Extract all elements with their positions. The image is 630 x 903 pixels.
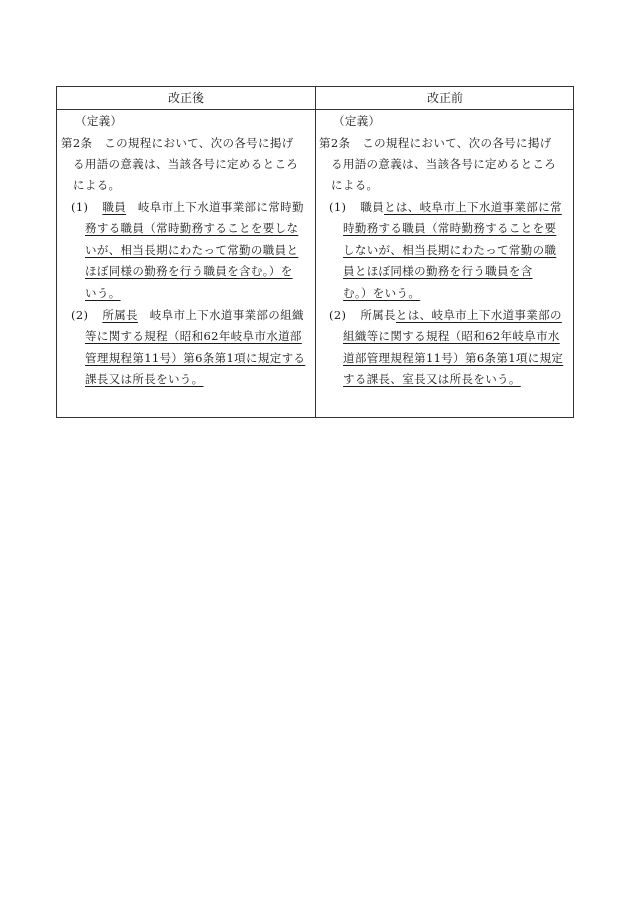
item-2-first-line bbox=[71, 307, 304, 323]
item-line: ほぼ同様の勤務を行う職員を含む。）を bbox=[85, 264, 293, 278]
item-number: (2) bbox=[329, 308, 347, 322]
item-1-first-line bbox=[329, 199, 562, 215]
article-line: 第2条 この規程において、次の各号に掲げ bbox=[319, 136, 552, 150]
item-line: いが、相当長期にわたって常勤の職員と bbox=[85, 243, 299, 257]
item-1-first-line bbox=[71, 199, 304, 215]
item-line: 課長又は所長をいう。 bbox=[85, 372, 204, 386]
item-text: 岐阜市上下水道事業部に常時勤 bbox=[126, 200, 304, 214]
header-before: 改正前 bbox=[426, 91, 463, 105]
item-line: 道部管理規程第11号）第6条第1項に規定 bbox=[343, 351, 564, 365]
item-text: とは、岐阜市上下水道事業部の bbox=[395, 308, 562, 322]
header-after: 改正後 bbox=[167, 91, 204, 105]
comparison-table bbox=[56, 86, 574, 418]
item-line: する課長、室長又は所長をいう。 bbox=[343, 372, 521, 386]
item-line: む。）をいう。 bbox=[343, 286, 421, 300]
definition-heading: （定義） bbox=[75, 114, 123, 128]
term-label: 所属長 bbox=[102, 308, 138, 322]
article-line: る用語の意義は、当該各号に定めるところ bbox=[331, 157, 557, 171]
item-line: 組織等に関する規程（昭和62年岐阜市水 bbox=[343, 329, 560, 343]
item-line: 管理規程第11号）第6条第1項に規定する bbox=[85, 351, 306, 365]
term-label: 職員 bbox=[360, 200, 385, 214]
item-number: (2) bbox=[71, 308, 89, 322]
item-2-first-line bbox=[329, 307, 562, 323]
item-line: 時勤務する職員（常時勤務することを要 bbox=[343, 221, 557, 235]
item-number: (1) bbox=[329, 200, 347, 214]
term-label: 職員 bbox=[102, 200, 127, 214]
item-number: (1) bbox=[71, 200, 89, 214]
item-line: 務する職員（常時勤務することを要しな bbox=[85, 221, 299, 235]
item-line: いう。 bbox=[85, 286, 121, 300]
item-line: しないが、相当長期にわたって常勤の職 bbox=[343, 243, 557, 257]
article-line: による。 bbox=[331, 178, 379, 192]
column-divider bbox=[315, 87, 316, 417]
item-text: とは、岐阜市上下水道事業部に常 bbox=[384, 200, 562, 214]
article-line: 第2条 この規程において、次の各号に掲げ bbox=[61, 136, 294, 150]
item-text: 岐阜市上下水道事業部の組織 bbox=[137, 308, 304, 322]
item-line: 等に関する規程（昭和62年岐阜市水道部 bbox=[85, 329, 302, 343]
term-label: 所属長 bbox=[360, 308, 396, 322]
definition-heading: （定義） bbox=[333, 114, 381, 128]
item-line: 員とほぼ同様の勤務を行う職員を含 bbox=[343, 264, 533, 278]
header-divider bbox=[57, 109, 573, 110]
article-line: る用語の意義は、当該各号に定めるところ bbox=[73, 157, 299, 171]
article-line: による。 bbox=[73, 178, 121, 192]
